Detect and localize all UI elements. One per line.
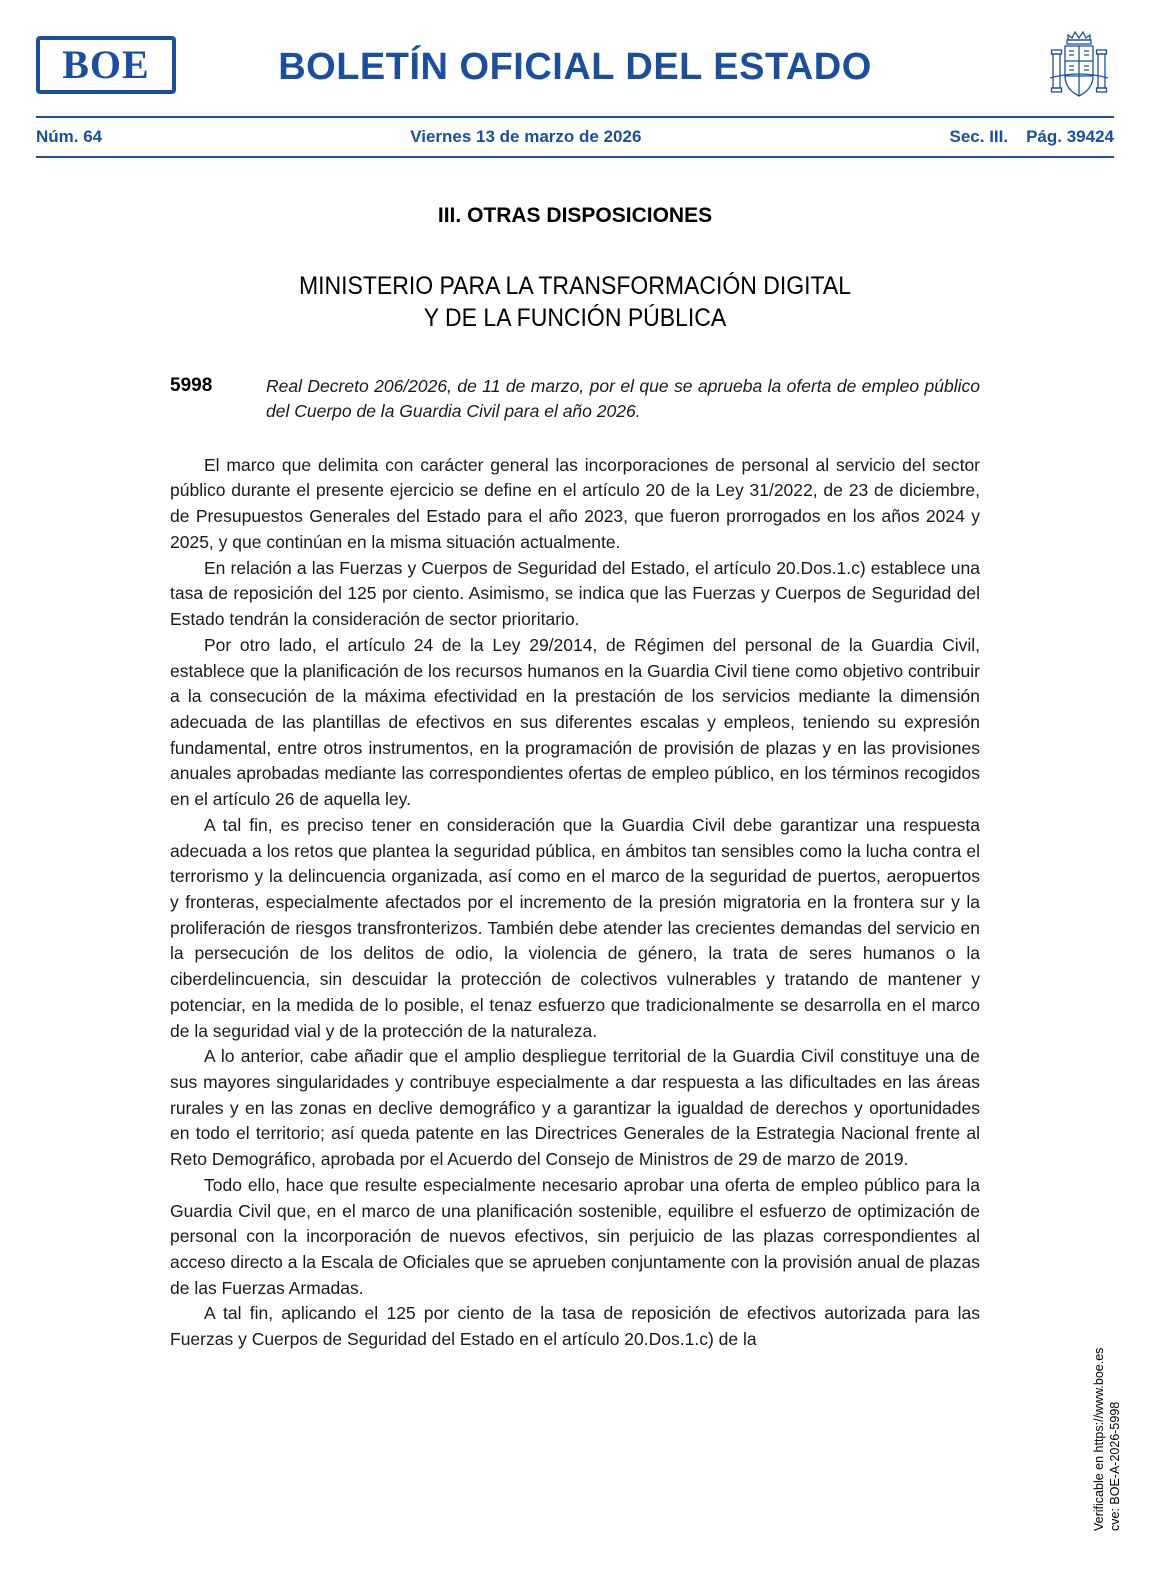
paragraph: A lo anterior, cabe añadir que el amplio despliegue territorial de la Guardia Civil constituye una de sus mayores singularidades y contribuye especialmente a dar respuesta a las dificultades en las áreas rurales y en las zonas en declive demográfico y a garantizar la igualdad de derechos y oportunidades en todo el territorio; así queda patente en las Directrices Generales de la Estrategia Nacional frente al Reto Demográfico, aprobada por el Acuerdo del Consejo de Ministros de 29 de marzo de 2019.: [170, 1046, 980, 1170]
paragraph: Por otro lado, el artículo 24 de la Ley 29/2014, de Régimen del personal de la Guardia Civil, establece que la planificación de los recursos humanos en la Guardia Civil tiene como objetivo contribuir a la consecución de la máxima efectividad en la prestación de los servicios mediante la dimensión adecuada de las plantillas de efectivos en sus diferentes escalas y empleos, teniendo su expresión fundamental, entre otros instrumentos, en la programación de provisión de plazas y en las provisiones anuales aprobadas mediante las correspondientes ofertas de empleo público, en los términos recogidos en el artículo 26 de aquella ley.: [170, 634, 980, 810]
verification-url: Verificable en https://www.boe.es: [1092, 1347, 1106, 1531]
verification-note: [1092, 1231, 1134, 1531]
spanish-coat-of-arms-icon: [1048, 26, 1110, 108]
paragraph: A tal fin, aplicando el 125 por ciento de la tasa de reposición de efectivos autorizada para las Fuerzas y Cuerpos de Seguridad del Estado en el artículo 20.Dos.1.c) de la: [170, 1303, 980, 1350]
document-content: [170, 158, 980, 1353]
ministry-line-2: Y DE LA FUNCIÓN PÚBLICA: [423, 304, 727, 332]
paragraph: A tal fin, es preciso tener en consideración que la Guardia Civil debe garantizar una respuesta adecuada a los retos que plantea la seguridad pública, en ámbitos tan sensibles como la lucha contra el terrorismo y la delincuencia organizada, así como en el marco de la seguridad de puertos, aeropuertos y fronteras, especialmente afectados por el incremento de la presión migratoria en la frontera sur y la proliferación de riesgos transfronterizos. También debe atender las crecientes demandas del servicio en la persecución de los delitos de odio, la violencia de género, la trata de seres humanos o la ciberdelincuencia, sin descuidar la protección de colectivos vulnerables y tratando de mantener y potenciar, en la medida de lo posible, el tenaz esfuerzo que tradicionalmente se desarrolla en el marco de la seguridad vial y de la protección de la naturaleza.: [170, 814, 980, 1041]
ministry-line-1: MINISTERIO PARA LA TRANSFORMACIÓN DIGITAL: [298, 272, 852, 300]
section-heading: III. OTRAS DISPOSICIONES: [437, 204, 713, 227]
issue-number: Núm. 64: [36, 127, 103, 146]
disposition-title: Real Decreto 206/2026, de 11 de marzo, por el que se aprueba la oferta de empleo público del Cuerpo de la Guardia Civil para el año 2026.: [266, 376, 980, 422]
section-label: Sec. III.: [949, 127, 1009, 146]
page-label: Pág. 39424: [1026, 127, 1114, 146]
disposition-header: [170, 374, 980, 425]
masthead: [36, 20, 1114, 116]
issue-date: Viernes 13 de marzo de 2026: [410, 127, 642, 146]
ministry-heading: [202, 270, 947, 334]
publication-title: BOLETÍN OFICIAL DEL ESTADO: [278, 46, 872, 88]
disposition-number: 5998: [170, 375, 213, 396]
header-info: [36, 118, 1114, 156]
paragraph: El marco que delimita con carácter general las incorporaciones de personal al servicio del sector público durante el presente ejercicio se define en el artículo 20 de la Ley 31/2022, de 23 de diciembre, de Presupuestos Generales del Estado para el año 2023, que fueron prorrogados en los años 2024 y 2025, y que continúan en la misma situación actualmente.: [170, 454, 980, 552]
cve-code: cve: BOE-A-2026-5998: [1108, 1401, 1122, 1531]
body-text: [170, 453, 980, 1353]
paragraph: En relación a las Fuerzas y Cuerpos de Seguridad del Estado, el artículo 20.Dos.1.c) establece una tasa de reposición del 125 por ciento. Asimismo, se indica que las Fuerzas y Cuerpos de Seguridad del Estado tendrán la consideración de sector prioritario.: [170, 557, 980, 630]
boe-logo-text: BOE: [62, 42, 150, 87]
boe-page: [0, 20, 1150, 1589]
paragraph: Todo ello, hace que resulte especialmente necesario aprobar una oferta de empleo público para la Guardia Civil que, en el marco de una planificación sostenible, equilibre el esfuerzo de optimización de personal con la incorporación de nuevos efectivos, sin perjuicio de las plazas correspondientes al acceso directo a la Escala de Oficiales que se aprueben conjuntamente con la provisión anual de plazas de las Fuerzas Armadas.: [170, 1174, 980, 1298]
